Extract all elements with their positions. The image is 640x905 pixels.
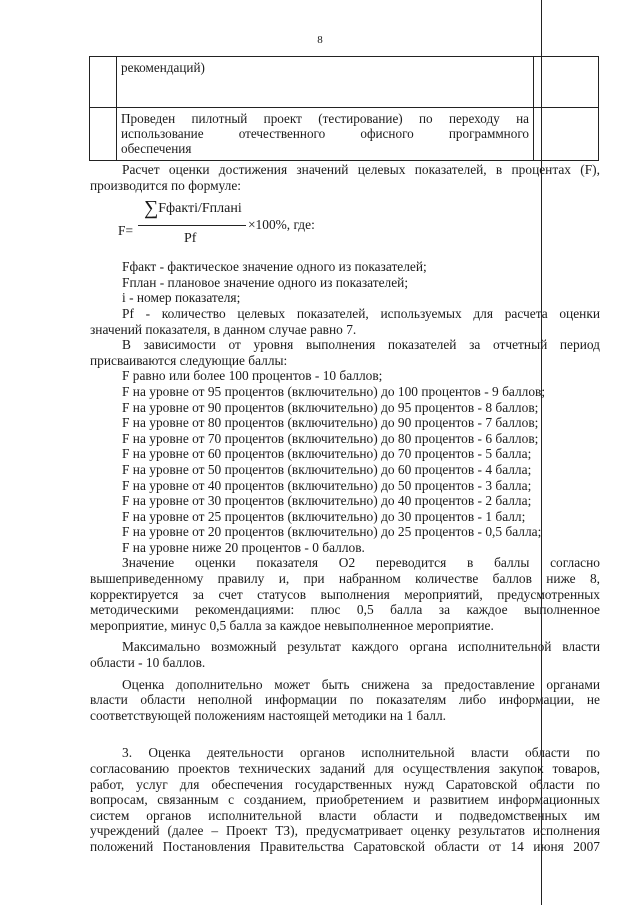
scoring-intro-line: В зависимости от уровня выполнения показателей за отчетный период <box>122 337 600 353</box>
table-row <box>90 57 599 108</box>
formula-denominator: Pf <box>184 231 197 247</box>
table-cell-line: Проведен пилотный проект (тестирование) по переходу на <box>121 111 529 126</box>
scoring-intro-line: присваиваются следующие баллы: <box>90 352 288 368</box>
paragraph-line: согласованию проектов технических заданий для осуществления закупок товаров, <box>90 761 600 776</box>
list-item: F на уровне от 80 процентов (включительно) до 90 процентов - 7 баллов; <box>122 415 539 431</box>
table-cell <box>117 108 534 161</box>
paragraph-line: соответствующей положениям настоящей методики на 1 балл. <box>90 707 446 723</box>
formula-tail: ×100%, где: <box>248 217 315 233</box>
paragraph-line: Оценка дополнительно может быть снижена за предоставление органами <box>122 676 600 692</box>
list-item: F на уровне от 70 процентов (включительно) до 80 процентов - 6 баллов; <box>122 430 539 446</box>
paragraph-line: вышеприведенному правилу и, при набранном количестве баллов ниже 8, <box>90 571 600 587</box>
paragraph-line: власти области неполной информации по показателям либо информации, не <box>90 692 600 708</box>
table-row <box>90 108 599 161</box>
formula-numerator <box>144 197 242 220</box>
definition-line: i - номер показателя; <box>122 290 241 306</box>
scores-list <box>90 368 600 555</box>
table-cell-line: использование отечественного офисного программного <box>121 126 529 141</box>
list-item: F на уровне от 30 процентов (включительно) до 40 процентов - 2 балла; <box>122 493 532 509</box>
paragraph-line: корректируется за счет статусов выполнения мероприятий, предусмотренных <box>90 586 600 602</box>
formula-lhs: F= <box>118 223 133 239</box>
paragraph-line: систем органов исполнительной власти области и подведомственных им <box>90 807 600 823</box>
document-body <box>90 162 600 855</box>
list-item: F на уровне от 60 процентов (включительно) до 70 процентов - 5 балла; <box>122 446 532 462</box>
table-cell <box>90 108 117 161</box>
page-number: 8 <box>317 34 323 46</box>
paragraph-line: положений Постановления Правительства Саратовской области от 14 июня 2007 <box>90 838 600 854</box>
definition-line: Fплан - плановое значение одного из показателей; <box>122 274 409 290</box>
measures-table <box>89 56 599 161</box>
list-item: F на уровне от 25 процентов (включительно) до 30 процентов - 1 балл; <box>122 508 526 524</box>
list-item: F на уровне от 40 процентов (включительно) до 50 процентов - 3 балла; <box>122 477 532 493</box>
paragraph-line: мероприятие, минус 0,5 балла за каждое невыполненное мероприятие. <box>90 617 494 633</box>
paragraph-line: методическими рекомендациями: плюс 0,5 балла за каждое выполненное <box>90 602 600 618</box>
paragraph-line: Значение оценки показателя О2 переводится в баллы согласно <box>122 555 600 571</box>
list-item: F на уровне от 50 процентов (включительно) до 60 процентов - 4 балла; <box>122 461 532 477</box>
formula <box>90 195 600 259</box>
table-cell-line: обеспечения <box>121 141 192 156</box>
table-cell <box>117 57 534 108</box>
fraction-bar <box>138 225 246 226</box>
table-cell-text: рекомендаций) <box>121 60 205 75</box>
list-item: F на уровне от 95 процентов (включительно) до 100 процентов - 9 баллов; <box>122 383 546 399</box>
paragraph-line: учреждений (далее – Проект ТЗ), предусматривает оценку результатов исполнения <box>90 823 600 839</box>
intro-line: производится по формуле: <box>90 177 241 193</box>
list-item: F на уровне от 90 процентов (включительно) до 95 процентов - 8 баллов; <box>122 399 539 415</box>
formula-numerator-text: Fфактi/Fпланi <box>158 201 242 217</box>
table-cell <box>534 57 599 108</box>
paragraph-line: вопросам, связанным с созданием, приобретением и развитием информационных <box>90 792 600 808</box>
paragraph-line: 3. Оценка деятельности органов исполнительной власти области по <box>122 745 600 761</box>
table-cell <box>534 108 599 161</box>
table-cell <box>90 57 117 108</box>
definition-line: Pf - количество целевых показателей, используемых для расчета оценки <box>122 305 600 321</box>
list-item: F на уровне ниже 20 процентов - 0 баллов. <box>122 539 365 555</box>
definition-line: Fфакт - фактическое значение одного из показателей; <box>122 259 427 275</box>
paragraph-line: Максимально возможный результат каждого органа исполнительной власти <box>122 639 600 655</box>
paragraph-line: работ, услуг для обеспечения государственных нужд Саратовской области по <box>90 776 600 792</box>
definition-line: значений показателя, в данном случае равно 7. <box>90 321 357 337</box>
list-item: F равно или более 100 процентов - 10 баллов; <box>122 368 383 384</box>
sigma-symbol: ∑ <box>144 197 159 220</box>
paragraph-line: области - 10 баллов. <box>90 655 206 671</box>
list-item: F на уровне от 20 процентов (включительно) до 25 процентов - 0,5 балла; <box>122 524 542 540</box>
intro-line: Расчет оценки достижения значений целевых показателей, в процентах (F), <box>122 162 600 177</box>
